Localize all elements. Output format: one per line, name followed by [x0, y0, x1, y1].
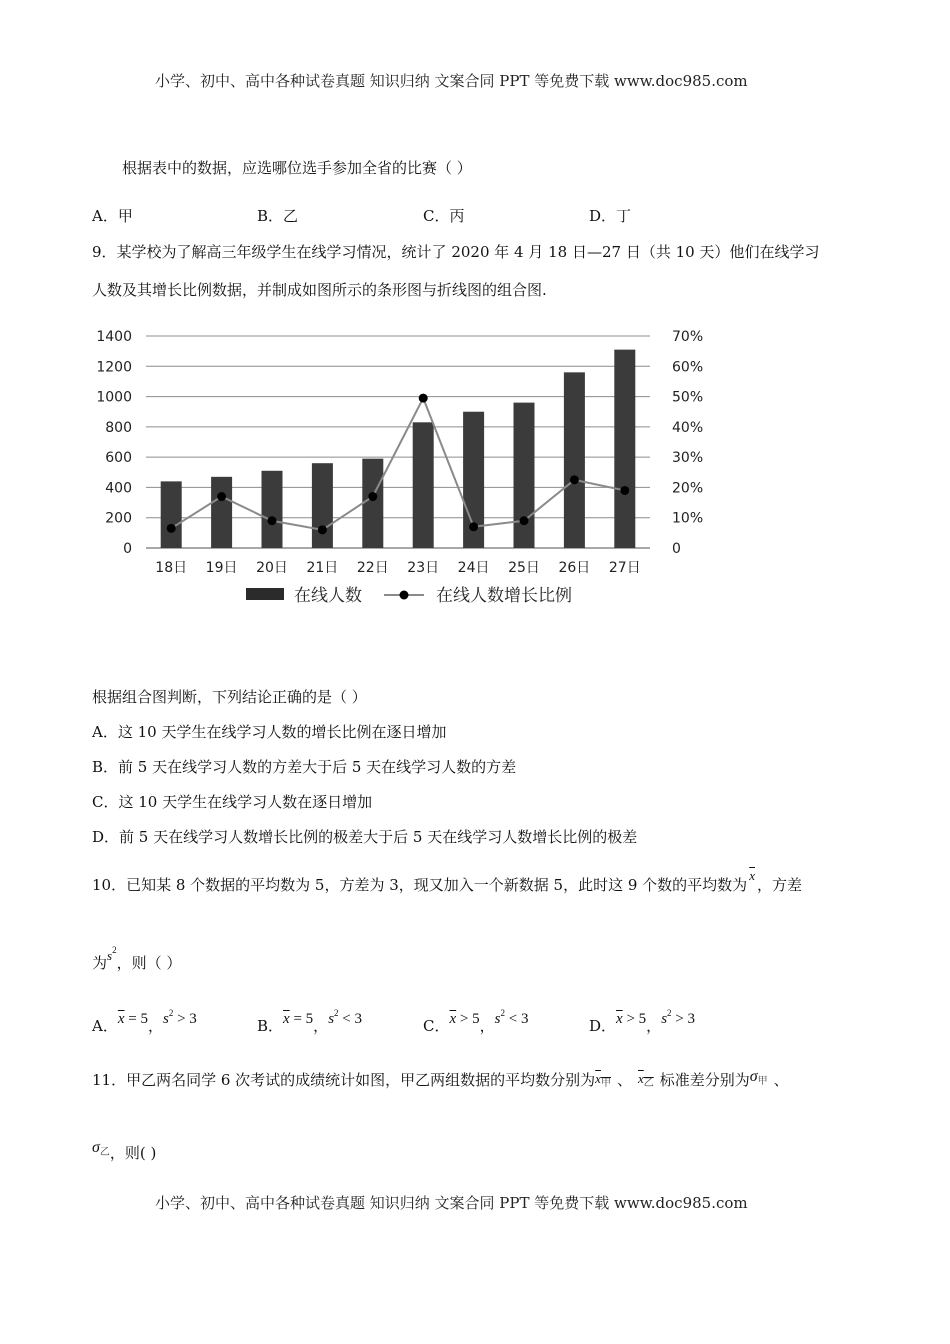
growth-point-26日 — [570, 475, 579, 484]
q9-option-c: C．这 10 天学生在线学习人数在逐日增加 — [92, 793, 373, 811]
q10-b-sq: 2 — [334, 1008, 339, 1018]
q11-stem-b: 标准差分别为 — [659, 1071, 750, 1089]
growth-point-22日 — [368, 492, 377, 501]
q10-stem-c: 为 — [92, 954, 108, 972]
q10-xbar: $\overline{x}$ — [749, 868, 755, 883]
right-tick-label: 50% — [672, 389, 704, 406]
left-tick-label: 1000 — [96, 389, 132, 406]
q10-b-comma: ， — [313, 1019, 329, 1035]
growth-point-23日 — [419, 394, 428, 403]
q11-stem-a: 11．甲乙两名同学 6 次考试的成绩统计如图，甲乙两组数据的平均数分别为 — [92, 1071, 596, 1089]
q10-c-s: s — [494, 1011, 501, 1027]
growth-point-25日 — [520, 516, 529, 525]
page-header: 小学、初中、高中各种试卷真题 知识归纳 文案合同 PPT 等免费下载 www.doc985.com — [155, 72, 748, 90]
q10-a-m1: = 5 — [128, 1011, 148, 1027]
q10-d-m1: > 5 — [626, 1011, 647, 1027]
q8-option-c: C．丙 — [423, 207, 465, 225]
q10-a-comma: ， — [147, 1019, 163, 1035]
x-tick-label: 24日 — [457, 560, 490, 576]
q10-s2 — [107, 945, 117, 963]
q10-a-x: $\overline{x}$ — [117, 1011, 125, 1027]
growth-point-20日 — [268, 516, 277, 525]
q10-d-label: D． — [589, 1017, 617, 1035]
q11-sub-yi: 乙 — [643, 1078, 654, 1089]
bar-20日 — [262, 471, 283, 548]
right-tick-label: 60% — [672, 359, 704, 376]
q10-option-b — [257, 1003, 362, 1035]
q11-stem-c: 、 — [773, 1071, 789, 1089]
q10-stem-line1 — [92, 868, 802, 896]
growth-point-24日 — [469, 522, 478, 531]
q10-c-m2: < 3 — [508, 1011, 529, 1027]
right-tick-label: 30% — [672, 450, 704, 467]
growth-point-19日 — [217, 492, 226, 501]
q10-b-s: s — [328, 1011, 335, 1027]
q9-option-b: B．前 5 天在线学习人数的方差大于后 5 天在线学习人数的方差 — [92, 758, 517, 776]
q8-option-d: D．丁 — [589, 207, 632, 225]
q10-b-m2: < 3 — [342, 1011, 362, 1027]
q10-d-m2: > 3 — [675, 1011, 695, 1027]
x-tick-label: 18日 — [155, 560, 188, 576]
q8-option-a: A．甲 — [92, 207, 133, 225]
left-tick-label: 0 — [123, 541, 132, 557]
bar-27日 — [614, 350, 635, 548]
q10-stem-line2 — [92, 945, 182, 974]
growth-point-27日 — [620, 486, 629, 495]
left-tick-label: 400 — [105, 480, 132, 497]
q10-c-math — [449, 1008, 529, 1035]
x-tick-label: 26日 — [558, 560, 591, 576]
bar-26日 — [564, 372, 585, 548]
page-footer: 小学、初中、高中各种试卷真题 知识归纳 文案合同 PPT 等免费下载 www.doc985.com — [155, 1194, 748, 1212]
q10-stem-b: ，方差 — [756, 876, 802, 894]
q8-stem: 根据表中的数据，应选哪位选手参加全省的比赛（ ） — [122, 159, 472, 177]
left-tick-label: 1400 — [96, 329, 132, 345]
q10-b-label: B． — [257, 1017, 284, 1035]
q9-option-d: D．前 5 天在线学习人数增长比例的极差大于后 5 天在线学习人数增长比例的极差 — [92, 828, 638, 846]
q10-d-x: $\overline{x}$ — [616, 1011, 623, 1027]
legend-line-marker — [400, 591, 409, 600]
q10-a-s: s — [163, 1011, 169, 1027]
q11-sep: 、 — [616, 1071, 632, 1089]
q10-d-s: s — [661, 1011, 668, 1027]
q10-c-label: C． — [423, 1017, 450, 1035]
x-tick-label: 23日 — [407, 560, 440, 576]
x-tick-label: 21日 — [306, 560, 339, 576]
q10-b-x: $\overline{x}$ — [283, 1011, 290, 1027]
legend-bar-swatch — [246, 588, 284, 600]
q10-a-math — [117, 1008, 197, 1035]
q11-sub-jia: 甲 — [600, 1078, 611, 1089]
q10-b-m1: = 5 — [293, 1011, 314, 1027]
q10-s-sq: 2 — [112, 945, 117, 955]
q10-d-math — [616, 1008, 695, 1035]
x-tick-label: 27日 — [608, 560, 641, 576]
q11-sigma-sub-yi: 乙 — [99, 1147, 110, 1158]
q11-sigma-jia-var: σ — [749, 1068, 758, 1085]
q10-c-x: $\overline{x}$ — [449, 1011, 457, 1027]
q10-d-sq: 2 — [667, 1008, 672, 1018]
bar-21日 — [312, 463, 333, 548]
q11-stem-line2 — [92, 1139, 157, 1169]
right-tick-label: 0 — [672, 541, 681, 557]
q10-option-a — [92, 1003, 197, 1035]
q10-option-d — [589, 1003, 695, 1035]
left-tick-label: 1200 — [96, 359, 132, 376]
left-tick-label: 200 — [105, 510, 132, 527]
bar-19日 — [211, 477, 232, 548]
bar-18日 — [161, 481, 182, 548]
right-tick-label: 20% — [672, 480, 704, 497]
left-tick-label: 800 — [105, 419, 132, 436]
q10-c-m1: > 5 — [459, 1011, 480, 1027]
q10-stem-a: 10．已知某 8 个数据的平均数为 5，方差为 3，现又加入一个新数据 5，此时这 9 个数的平均数为 — [92, 876, 748, 894]
legend-line-label: 在线人数增长比例 — [436, 586, 572, 606]
q10-a-m2: > 3 — [177, 1011, 197, 1027]
q10-c-sq: 2 — [500, 1008, 505, 1018]
q11-stem-line1 — [92, 1070, 789, 1096]
left-tick-label: 600 — [105, 450, 132, 467]
x-tick-label: 20日 — [256, 560, 288, 576]
q10-s-var: s — [107, 948, 113, 963]
legend-bar-label: 在线人数 — [294, 586, 362, 606]
bar-22日 — [362, 459, 383, 548]
q11-sigma-yi — [92, 1139, 110, 1156]
q10-d-comma: ， — [646, 1019, 662, 1035]
combo-chart — [88, 320, 708, 620]
q10-stem-d: ，则（ ） — [116, 954, 182, 972]
q10-a-sq: 2 — [168, 1008, 174, 1018]
q11-xbar-jia — [595, 1071, 611, 1089]
q8-option-b: B．乙 — [257, 207, 299, 225]
x-tick-label: 25日 — [508, 560, 540, 576]
growth-point-21日 — [318, 525, 327, 534]
right-tick-label: 10% — [672, 510, 704, 527]
q11-sigma-sub-jia: 甲 — [757, 1076, 768, 1087]
q11-sigma-jia — [750, 1068, 768, 1085]
x-tick-label: 19日 — [205, 560, 238, 576]
q9-question: 根据组合图判断，下列结论正确的是（ ） — [92, 688, 367, 706]
q10-option-c — [423, 1003, 529, 1035]
q11-xbar-yi — [637, 1071, 654, 1089]
q11-sigma-yi-var: σ — [92, 1139, 100, 1156]
q9-stem-line1: 9．某学校为了解高三年级学生在线学习情况，统计了 2020 年 4 月 18 日—27 日（共 10 天）他们在线学习 — [92, 243, 820, 261]
q9-option-a: A．这 10 天学生在线学习人数的增长比例在逐日增加 — [92, 723, 447, 741]
bar-23日 — [413, 422, 434, 548]
q10-c-comma: ， — [479, 1019, 495, 1035]
growth-point-18日 — [167, 524, 176, 533]
q10-a-label: A． — [92, 1017, 118, 1035]
x-tick-label: 22日 — [356, 560, 389, 576]
bar-25日 — [514, 403, 535, 548]
q9-stem-line2: 人数及其增长比例数据，并制成如图所示的条形图与折线图的组合图. — [92, 281, 547, 299]
q10-b-math — [283, 1008, 362, 1035]
q11-x-yi: x — [637, 1071, 644, 1086]
right-tick-label: 70% — [672, 329, 704, 345]
q11-stem-d: ，则( ) — [109, 1144, 157, 1162]
right-tick-label: 40% — [672, 419, 704, 436]
q11-x-jia: x — [595, 1071, 601, 1086]
